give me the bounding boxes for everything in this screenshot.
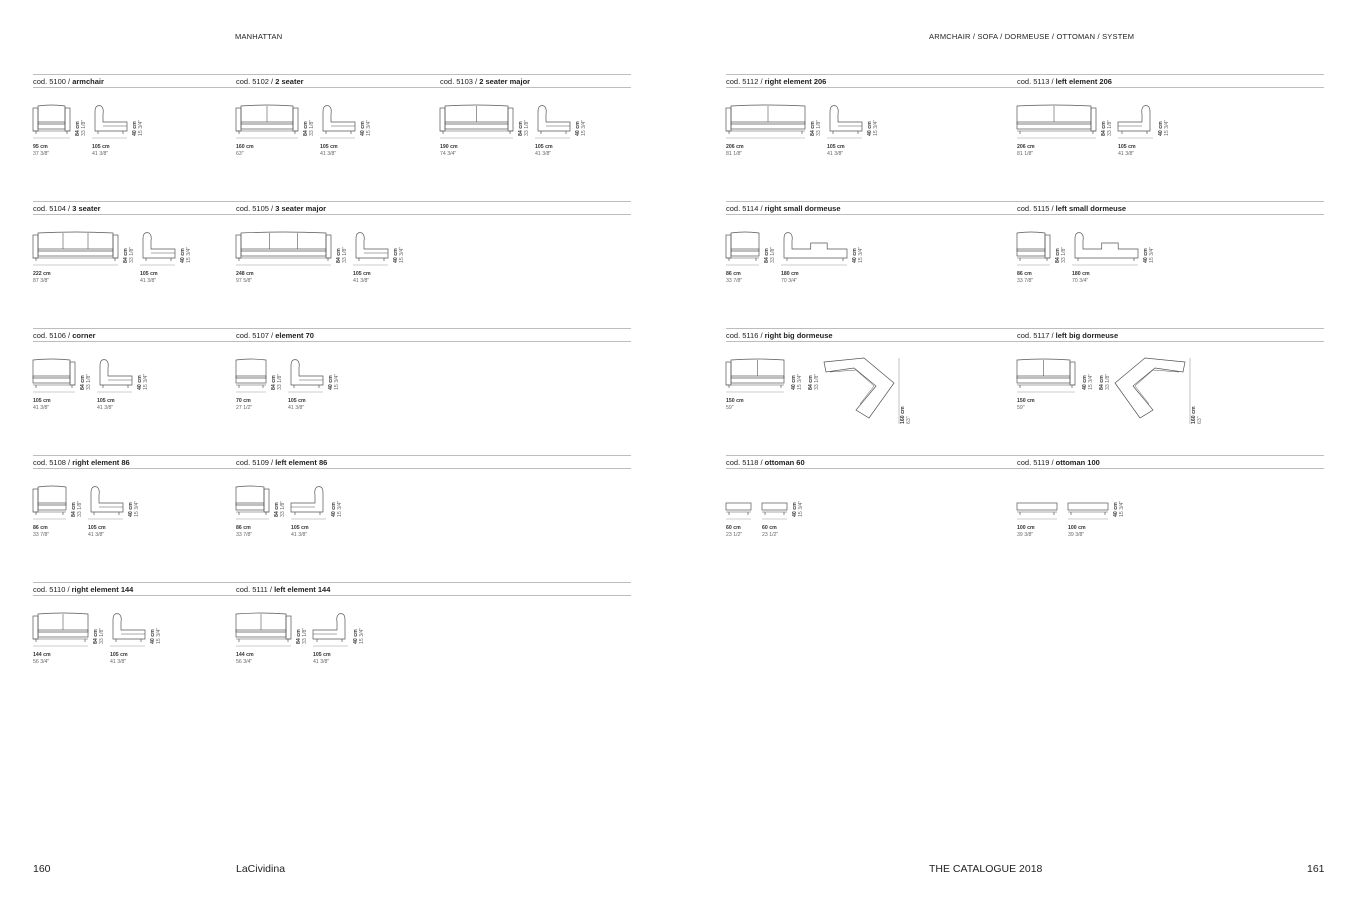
depth-dimension: 60 cm 23 1/2" (762, 525, 779, 538)
product-title: cod. 5106 / corner (33, 331, 96, 340)
divider (236, 201, 631, 202)
front-view-drawing (236, 485, 269, 521)
product-title: cod. 5112 / right element 206 (726, 77, 827, 86)
width-dimension: 144 cm 56 3/4" (33, 652, 51, 665)
catalogue-title: THE CATALOGUE 2018 (929, 863, 1043, 875)
product-title: cod. 5116 / right big dormeuse (726, 331, 833, 340)
divider (440, 87, 631, 88)
depth-dimension: 105 cm 41 3/8" (110, 652, 128, 665)
height-dimension: 84 cm 33 1/8" (1055, 246, 1068, 263)
seat-height-dimension: 40 cm 15 3/4" (393, 246, 406, 263)
height-dimension: 84 cm 33 1/8" (1099, 373, 1112, 390)
product-title: cod. 5107 / element 70 (236, 331, 314, 340)
front-view-drawing (236, 231, 331, 267)
product-title: cod. 5118 / ottoman 60 (726, 458, 805, 467)
product-title: cod. 5111 / left element 144 (236, 585, 331, 594)
ottoman-side-drawing (762, 485, 787, 521)
front-view-drawing (33, 612, 88, 648)
front-view-drawing (236, 104, 298, 140)
product-title: cod. 5108 / right element 86 (33, 458, 130, 467)
seat-height-dimension: 40 cm 15 3/4" (132, 119, 145, 136)
divider (236, 595, 631, 596)
ottoman-front-drawing (726, 485, 751, 521)
height-dimension: 84 cm 33 1/8" (71, 500, 84, 517)
front-view-drawing (33, 231, 118, 267)
depth-dimension: 160 cm 63" (900, 406, 913, 424)
divider (1017, 328, 1324, 329)
divider (1017, 455, 1324, 456)
seat-height-dimension: 40 cm 15 3/4" (1113, 500, 1126, 517)
front-view-drawing (236, 358, 266, 394)
product-title: cod. 5103 / 2 seater major (440, 77, 531, 86)
category-title: ARMCHAIR / SOFA / DORMEUSE / OTTOMAN / SYSTEM (929, 32, 1135, 41)
height-dimension: 84 cm 33 1/8" (123, 246, 136, 263)
product-title: cod. 5100 / armchair (33, 77, 104, 86)
depth-dimension: 105 cm 41 3/8" (353, 271, 371, 284)
product-title: cod. 5115 / left small dormeuse (1017, 204, 1127, 213)
product-title: cod. 5117 / left big dormeuse (1017, 331, 1119, 340)
side-view-drawing (97, 358, 132, 394)
width-dimension: 95 cm 37 3/8" (33, 144, 50, 157)
width-dimension: 86 cm 33 7/8" (1017, 271, 1034, 284)
height-dimension: 84 cm 33 1/8" (810, 119, 823, 136)
width-dimension: 144 cm 56 3/4" (236, 652, 254, 665)
depth-dimension: 105 cm 41 3/8" (313, 652, 331, 665)
side-view-drawing (313, 612, 348, 648)
front-view-drawing (1017, 104, 1096, 140)
depth-dimension: 105 cm 41 3/8" (535, 144, 553, 157)
product-title: cod. 5109 / left element 86 (236, 458, 328, 467)
side-view-drawing (88, 485, 123, 521)
seat-height-dimension: 40 cm 15 3/4" (353, 627, 366, 644)
front-view-drawing (33, 104, 70, 140)
divider (1017, 201, 1324, 202)
width-dimension: 248 cm 97 5/8" (236, 271, 254, 284)
height-dimension: 84 cm 33 1/8" (336, 246, 349, 263)
height-dimension: 84 cm 33 1/8" (75, 119, 88, 136)
height-dimension: 84 cm 33 1/8" (303, 119, 316, 136)
width-dimension: 222 cm 87 3/8" (33, 271, 51, 284)
divider (236, 455, 631, 456)
side-view-drawing (353, 231, 388, 267)
height-dimension: 84 cm 33 1/8" (80, 373, 93, 390)
depth-dimension: 180 cm 70 3/4" (1072, 271, 1090, 284)
seat-height-dimension: 40 cm 15 3/4" (575, 119, 588, 136)
depth-dimension: 105 cm 41 3/8" (288, 398, 306, 411)
seat-height-dimension: 40 cm 15 3/4" (328, 373, 341, 390)
depth-dimension: 105 cm 41 3/8" (291, 525, 309, 538)
side-view-drawing (92, 104, 127, 140)
seat-height-dimension: 40 cm 15 3/4" (360, 119, 373, 136)
seat-height-dimension: 40 cm 15 3/4" (1158, 119, 1171, 136)
width-dimension: 206 cm 81 1/8" (726, 144, 744, 157)
ottoman-front-drawing (1017, 485, 1057, 521)
divider (1017, 74, 1324, 75)
front-view-drawing (726, 104, 805, 140)
height-dimension: 84 cm 33 1/8" (518, 119, 531, 136)
depth-dimension: 105 cm 41 3/8" (320, 144, 338, 157)
width-dimension: 60 cm 23 1/2" (726, 525, 743, 538)
depth-dimension: 180 cm 70 3/4" (781, 271, 799, 284)
brand-name: LaCividina (236, 863, 286, 875)
divider (1017, 468, 1324, 469)
seat-height-dimension: 40 cm 15 3/4" (1143, 246, 1156, 263)
side-view-drawing (110, 612, 145, 648)
divider (236, 582, 631, 583)
seat-height-dimension: 40 cm 15 3/4" (180, 246, 193, 263)
height-dimension: 84 cm 33 1/8" (271, 373, 284, 390)
side-view-drawing (320, 104, 355, 140)
front-view-drawing (33, 485, 66, 521)
height-dimension: 84 cm 33 1/8" (1101, 119, 1114, 136)
width-dimension: 70 cm 27 1/2" (236, 398, 253, 411)
divider (236, 214, 631, 215)
divider (440, 74, 631, 75)
width-dimension: 206 cm 81 1/8" (1017, 144, 1035, 157)
width-dimension: 150 cm 59" (1017, 398, 1035, 411)
depth-dimension: 105 cm 41 3/8" (827, 144, 845, 157)
side-view-drawing (291, 485, 326, 521)
front-view-drawing (440, 104, 513, 140)
front-view-drawing (1017, 231, 1050, 267)
side-view-drawing (781, 231, 847, 267)
product-title: cod. 5119 / ottoman 100 (1017, 458, 1100, 467)
height-dimension: 84 cm 33 1/8" (764, 246, 777, 263)
product-title: cod. 5104 / 3 seater (33, 204, 101, 213)
product-title: cod. 5114 / right small dormeuse (726, 204, 841, 213)
width-dimension: 105 cm 41 3/8" (33, 398, 51, 411)
dormeuse-plan-drawing (1115, 358, 1185, 420)
side-view-drawing (827, 104, 862, 140)
divider (1017, 214, 1324, 215)
left-page-number: 160 (33, 863, 51, 875)
depth-dimension: 105 cm 41 3/8" (97, 398, 115, 411)
seat-height-dimension: 40 cm 15 3/4" (128, 500, 141, 517)
dormeuse-plan-drawing (824, 358, 894, 420)
seat-height-dimension: 40 cm 15 3/4" (1082, 373, 1095, 390)
depth-dimension: 105 cm 41 3/8" (88, 525, 106, 538)
height-dimension: 84 cm 33 1/8" (93, 627, 106, 644)
product-title: cod. 5110 / right element 144 (33, 585, 134, 594)
depth-dimension: 100 cm 39 3/8" (1068, 525, 1086, 538)
front-view-drawing (726, 231, 759, 267)
divider (236, 328, 631, 329)
product-title: cod. 5113 / left element 206 (1017, 77, 1112, 86)
height-dimension: 84 cm 33 1/8" (296, 627, 309, 644)
collection-title: MANHATTAN (235, 32, 283, 41)
seat-height-dimension: 40 cm 15 3/4" (852, 246, 865, 263)
depth-dimension: 105 cm 41 3/8" (1118, 144, 1136, 157)
depth-dimension: 105 cm 41 3/8" (92, 144, 110, 157)
side-view-drawing (1118, 104, 1153, 140)
seat-height-dimension: 40 cm 15 3/4" (867, 119, 880, 136)
seat-height-dimension: 40 cm 15 3/4" (137, 373, 150, 390)
front-view-drawing (236, 612, 291, 648)
right-page-number: 161 (1307, 863, 1325, 875)
divider (1017, 341, 1324, 342)
seat-height-dimension: 40 cm 15 3/4" (792, 500, 805, 517)
divider (1017, 87, 1324, 88)
ottoman-side-drawing (1068, 485, 1108, 521)
front-view-drawing (1017, 358, 1075, 394)
height-dimension: 84 cm 33 1/8" (808, 373, 821, 390)
width-dimension: 86 cm 33 7/8" (33, 525, 50, 538)
width-dimension: 100 cm 39 3/8" (1017, 525, 1035, 538)
product-title: cod. 5105 / 3 seater major (236, 204, 327, 213)
product-title: cod. 5102 / 2 seater (236, 77, 304, 86)
width-dimension: 160 cm 63" (236, 144, 254, 157)
side-view-drawing (535, 104, 570, 140)
seat-height-dimension: 40 cm 15 3/4" (150, 627, 163, 644)
width-dimension: 190 cm 74 3/4" (440, 144, 458, 157)
depth-dimension: 160 cm 63" (1191, 406, 1204, 424)
height-dimension: 84 cm 33 1/8" (274, 500, 287, 517)
width-dimension: 150 cm 59" (726, 398, 744, 411)
front-view-drawing (726, 358, 784, 394)
seat-height-dimension: 40 cm 15 3/4" (331, 500, 344, 517)
divider (236, 468, 631, 469)
divider (236, 341, 631, 342)
width-dimension: 86 cm 33 7/8" (236, 525, 253, 538)
side-view-drawing (140, 231, 175, 267)
side-view-drawing (288, 358, 323, 394)
depth-dimension: 105 cm 41 3/8" (140, 271, 158, 284)
side-view-drawing (1072, 231, 1138, 267)
seat-height-dimension: 40 cm 15 3/4" (791, 373, 804, 390)
width-dimension: 86 cm 33 7/8" (726, 271, 743, 284)
front-view-drawing (33, 358, 75, 394)
